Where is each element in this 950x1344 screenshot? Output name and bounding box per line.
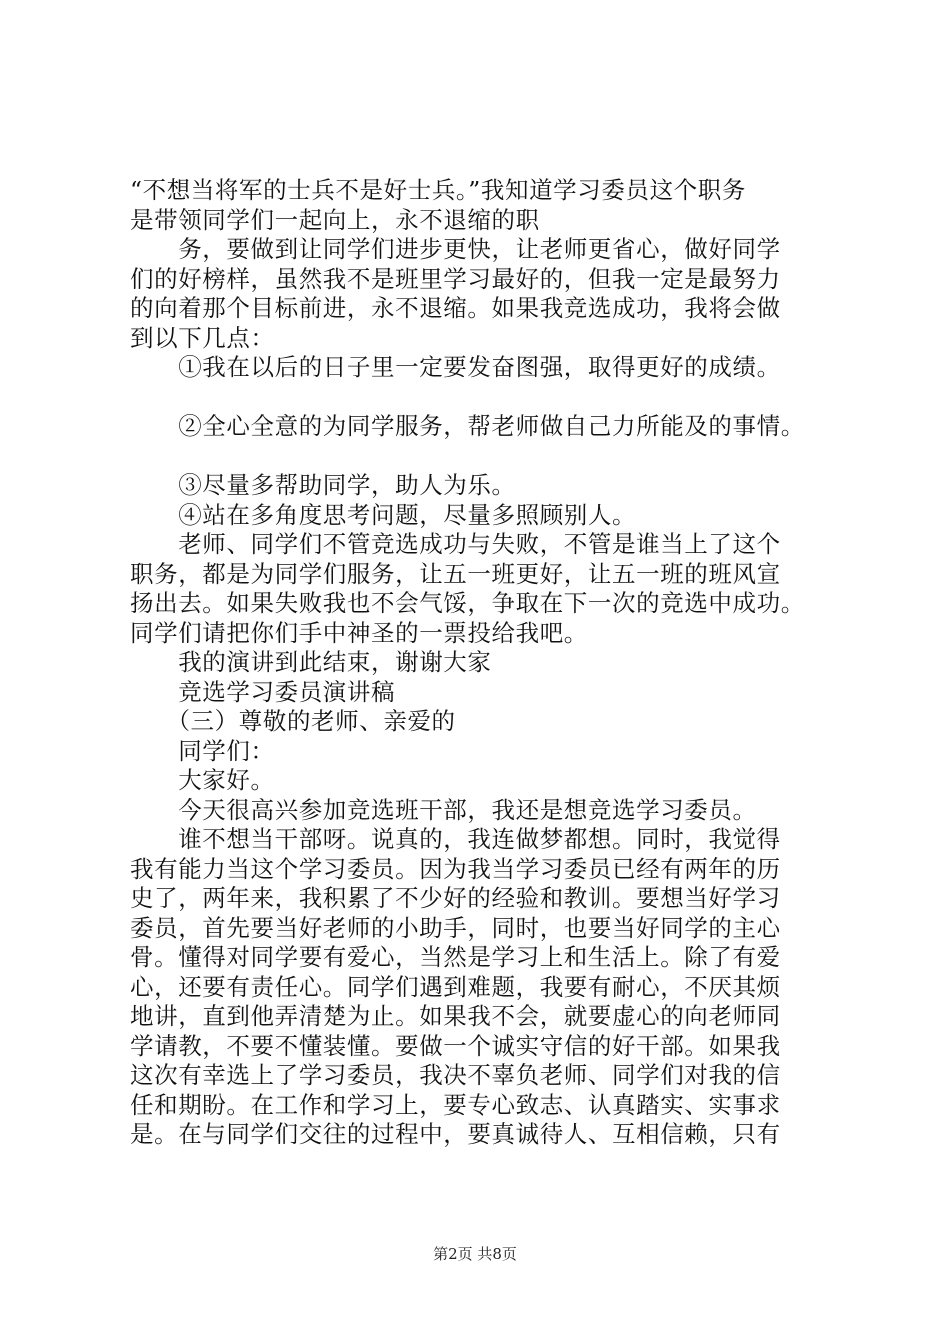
- text-line: 务，要做到让同学们进步更快，让老师更省心，做好同学: [130, 235, 781, 263]
- text-line: 我的演讲到此结束，谢谢大家: [130, 648, 492, 676]
- text-line: 同学们请把你们手中神圣的一票投给我吧。: [130, 618, 588, 647]
- text-line: 竞选学习委员演讲稿: [130, 677, 396, 706]
- text-line: 学请教，不要不懂装懂。要做一个诚实守信的好干部。如果我: [130, 1031, 781, 1060]
- text-line: ④站在多角度思考问题，尽量多照顾别人。: [130, 500, 637, 529]
- text-line: 骨。懂得对同学要有爱心，当然是学习上和生活上。除了有爱: [130, 943, 781, 971]
- text-line: 同学们：: [130, 736, 275, 765]
- body-text: [130, 176, 850, 1150]
- text-line: ③尽量多帮助同学，助人为乐。: [130, 471, 516, 499]
- text-line: 是带领同学们一起向上，永不退缩的职: [130, 205, 540, 234]
- text-line: 到以下几点：: [130, 323, 275, 352]
- text-line: 心，还要有责任心。同学们遇到难题，我要有耐心，不厌其烦: [130, 972, 781, 1001]
- text-line: 是。在与同学们交往的过程中，要真诚待人、互相信赖，只有: [130, 1120, 781, 1148]
- text-line: 谁不想当干部呀。说真的，我连做梦都想。同时，我觉得: [130, 825, 781, 853]
- text-line: 这次有幸选上了学习委员，我决不辜负老师、同学们对我的信: [130, 1061, 781, 1089]
- text-line: 老师、同学们不管竞选成功与失败，不管是谁当上了这个: [130, 530, 781, 558]
- text-line: 今天很高兴参加竞选班干部，我还是想竞选学习委员。: [130, 795, 757, 824]
- text-line: 扬出去。如果失败我也不会气馁，争取在下一次的竞选中成功。: [130, 589, 805, 617]
- text-line: 地讲，直到他弄清楚为止。如果我不会，就要虚心的向老师同: [130, 1002, 781, 1030]
- text-line: ①我在以后的日子里一定要发奋图强，取得更好的成绩。: [130, 353, 781, 381]
- text-line: 我有能力当这个学习委员。因为我当学习委员已经有两年的历: [130, 854, 781, 883]
- text-line: 史了，两年来，我积累了不少好的经验和教训。要想当好学习: [130, 884, 781, 912]
- text-line: 们的好榜样，虽然我不是班里学习最好的，但我一定是最努力: [130, 264, 781, 293]
- text-line: 委员，首先要当好老师的小助手，同时，也要当好同学的主心: [130, 913, 781, 942]
- text-line: ②全心全意的为同学服务，帮老师做自己力所能及的事情。: [130, 412, 805, 440]
- text-line: “不想当将军的士兵不是好士兵。”我知道学习委员这个职务: [130, 176, 746, 204]
- text-line: （三）尊敬的老师、亲爱的: [130, 707, 456, 735]
- page-footer: 第2页 共8页: [433, 1245, 517, 1263]
- text-line: 大家好。: [130, 766, 275, 794]
- text-line: 职务，都是为同学们服务，让五一班更好，让五一班的班风宣: [130, 559, 781, 588]
- text-line: 任和期盼。在工作和学习上，要专心致志、认真踏实、实事求: [130, 1090, 781, 1119]
- text-line: 的向着那个目标前进，永不退缩。如果我竞选成功，我将会做: [130, 294, 781, 322]
